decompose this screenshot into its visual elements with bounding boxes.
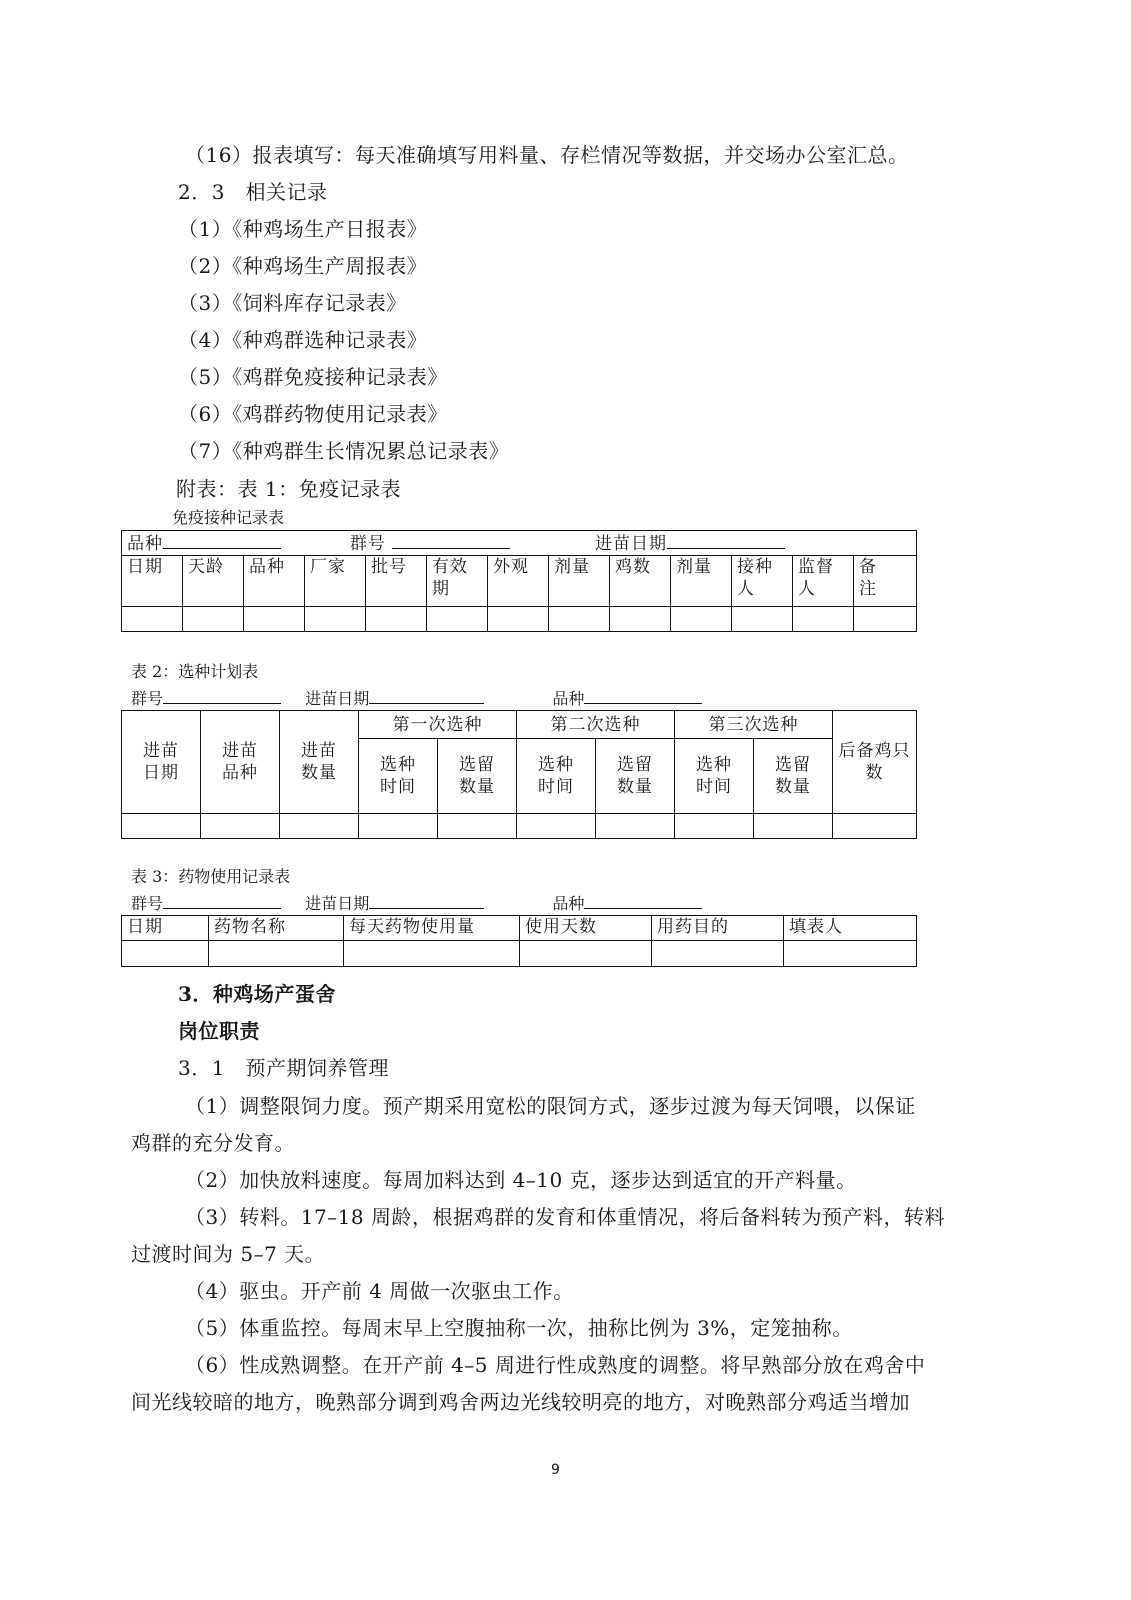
table-cell[interactable] <box>280 814 359 839</box>
header-cell: 药物名称 <box>209 916 344 941</box>
breed-field[interactable] <box>584 687 702 704</box>
table-row <box>122 941 917 967</box>
paragraph-6: （6）性成熟调整。在开产前 4–5 周进行性成熟度的调整。将早熟部分放在鸡舍中 <box>185 1353 926 1377</box>
header-cell: 日期 <box>122 916 209 941</box>
table3-caption: 表 3：药物使用记录表 <box>131 867 291 886</box>
paragraph-3-cont: 过渡时间为 5–7 天。 <box>131 1242 326 1266</box>
table-cell[interactable] <box>596 814 675 839</box>
table-row <box>122 607 917 632</box>
table-row <box>122 814 917 839</box>
record-item: （4）《种鸡群选种记录表》 <box>178 328 428 352</box>
table-cell[interactable] <box>732 607 793 632</box>
paragraph-4: （4）驱虫。开产前 4 周做一次驱虫工作。 <box>185 1279 574 1303</box>
table-cell[interactable] <box>854 607 917 632</box>
table-cell[interactable] <box>366 607 427 632</box>
paragraph-1: （1）调整限饲力度。预产期采用宽松的限饲方式，逐步过渡为每天饲喂，以保证 <box>185 1094 916 1118</box>
table-cell[interactable] <box>517 814 596 839</box>
header-cell: 厂家 <box>305 556 366 607</box>
header-cell: 天龄 <box>183 556 244 607</box>
immunization-table <box>121 530 917 632</box>
sub-header-cell: 选种时间 <box>359 739 438 814</box>
intake-date-label: 进苗日期 <box>305 689 370 708</box>
header-cell: 进苗数量 <box>280 711 359 814</box>
paragraph-6-cont: 间光线较暗的地方，晚熟部分调到鸡舍两边光线较明亮的地方，对晚熟部分鸡适当增加 <box>131 1390 910 1414</box>
table-cell[interactable] <box>793 607 854 632</box>
header-cell: 外观 <box>488 556 549 607</box>
header-cell: 剂量 <box>549 556 610 607</box>
group-field[interactable] <box>163 687 281 704</box>
table-cell[interactable] <box>183 607 244 632</box>
sub-header-cell: 选留数量 <box>596 739 675 814</box>
selection-plan-table <box>121 710 917 839</box>
intake-date-label: 进苗日期 <box>595 533 668 554</box>
header-cell: 进苗日期 <box>122 711 201 814</box>
table-cell[interactable] <box>520 941 652 967</box>
paragraph-16: （16）报表填写：每天准确填写用料量、存栏情况等数据，并交场办公室汇总。 <box>185 143 909 167</box>
section-3-subheading: 岗位职责 <box>178 1019 260 1043</box>
header-cell: 备注 <box>854 556 917 607</box>
table-cell[interactable] <box>359 814 438 839</box>
table-cell[interactable] <box>610 607 671 632</box>
header-cell: 用药目的 <box>652 916 784 941</box>
section-3-1-heading: 3．1 预产期饲养管理 <box>178 1056 389 1080</box>
table-cell[interactable] <box>438 814 517 839</box>
header-cell: 后备鸡只数 <box>833 711 917 814</box>
table-cell[interactable] <box>122 607 183 632</box>
breed-field[interactable] <box>163 532 281 549</box>
header-cell: 使用天数 <box>520 916 652 941</box>
breed-label: 品种 <box>127 533 163 554</box>
table-cell[interactable] <box>675 814 754 839</box>
record-item: （6）《鸡群药物使用记录表》 <box>178 402 448 426</box>
section-3-heading: 3．种鸡场产蛋舍 <box>178 982 336 1006</box>
header-cell: 剂量 <box>671 556 732 607</box>
header-cell: 品种 <box>244 556 305 607</box>
intake-date-field[interactable] <box>667 532 785 549</box>
table-cell[interactable] <box>122 814 201 839</box>
table2-caption: 表 2：选种计划表 <box>131 662 259 681</box>
group-label: 群号 <box>131 689 164 708</box>
intake-date-field[interactable] <box>369 892 484 909</box>
intake-date-field[interactable] <box>369 687 484 704</box>
page-number: 9 <box>551 1462 560 1478</box>
record-item: （7）《种鸡群生长情况累总记录表》 <box>178 439 510 463</box>
table2-header-row-1 <box>122 711 917 739</box>
table1-header-row <box>122 556 917 607</box>
record-item: （5）《鸡群免疫接种记录表》 <box>178 365 448 389</box>
table-cell[interactable] <box>305 607 366 632</box>
sub-header-cell: 选种时间 <box>675 739 754 814</box>
record-item: （2）《种鸡场生产周报表》 <box>178 254 428 278</box>
paragraph-3: （3）转料。17–18 周龄，根据鸡群的发育和体重情况，将后备料转为预产料，转料 <box>185 1205 945 1229</box>
round-header: 第一次选种 <box>359 711 517 739</box>
breed-label: 品种 <box>552 689 585 708</box>
record-item: （1）《种鸡场生产日报表》 <box>178 217 428 241</box>
header-cell: 进苗品种 <box>201 711 280 814</box>
paragraph-5: （5）体重监控。每周末早上空腹抽称一次，抽称比例为 3%，定笼抽称。 <box>185 1316 853 1340</box>
group-field[interactable] <box>392 532 510 549</box>
table-cell[interactable] <box>122 941 209 967</box>
table-cell[interactable] <box>549 607 610 632</box>
record-item: （3）《饲料库存记录表》 <box>178 291 407 315</box>
table-cell[interactable] <box>671 607 732 632</box>
header-cell: 有效期 <box>427 556 488 607</box>
breed-label: 品种 <box>552 894 585 913</box>
sub-header-cell: 选留数量 <box>754 739 833 814</box>
paragraph-2: （2）加快放料速度。每周加料达到 4–10 克，逐步达到适宜的开产料量。 <box>185 1168 857 1192</box>
table3-header-row <box>122 916 917 941</box>
sub-header-cell: 选种时间 <box>517 739 596 814</box>
table-cell[interactable] <box>488 607 549 632</box>
breed-field[interactable] <box>584 892 702 909</box>
group-field[interactable] <box>163 892 281 909</box>
header-cell: 日期 <box>122 556 183 607</box>
appendix-title: 附表：表 1：免疫记录表 <box>176 477 402 501</box>
header-cell: 鸡数 <box>610 556 671 607</box>
round-header: 第二次选种 <box>517 711 675 739</box>
sub-header-cell: 选留数量 <box>438 739 517 814</box>
group-label: 群号 <box>131 894 164 913</box>
paragraph-1-cont: 鸡群的充分发育。 <box>131 1131 295 1155</box>
intake-date-label: 进苗日期 <box>305 894 370 913</box>
table-cell[interactable] <box>427 607 488 632</box>
header-cell: 批号 <box>366 556 427 607</box>
table-cell[interactable] <box>244 607 305 632</box>
table-cell[interactable] <box>833 814 917 839</box>
table-cell[interactable] <box>344 941 520 967</box>
table-cell[interactable] <box>784 941 917 967</box>
table-cell[interactable] <box>201 814 280 839</box>
table-cell[interactable] <box>209 941 344 967</box>
round-header: 第三次选种 <box>675 711 833 739</box>
header-cell: 填表人 <box>784 916 917 941</box>
header-cell: 监督人 <box>793 556 854 607</box>
group-label: 群号 <box>349 533 386 554</box>
table3-meta <box>131 892 702 914</box>
section-2-3-heading: 2．3 相关记录 <box>178 180 328 204</box>
table-cell[interactable] <box>754 814 833 839</box>
table1-caption: 免疫接种记录表 <box>172 508 285 527</box>
header-cell: 每天药物使用量 <box>344 916 520 941</box>
header-cell: 接种人 <box>732 556 793 607</box>
table1-meta-row <box>122 531 917 556</box>
table2-meta <box>131 687 702 709</box>
table-cell[interactable] <box>652 941 784 967</box>
medication-table <box>121 915 917 967</box>
